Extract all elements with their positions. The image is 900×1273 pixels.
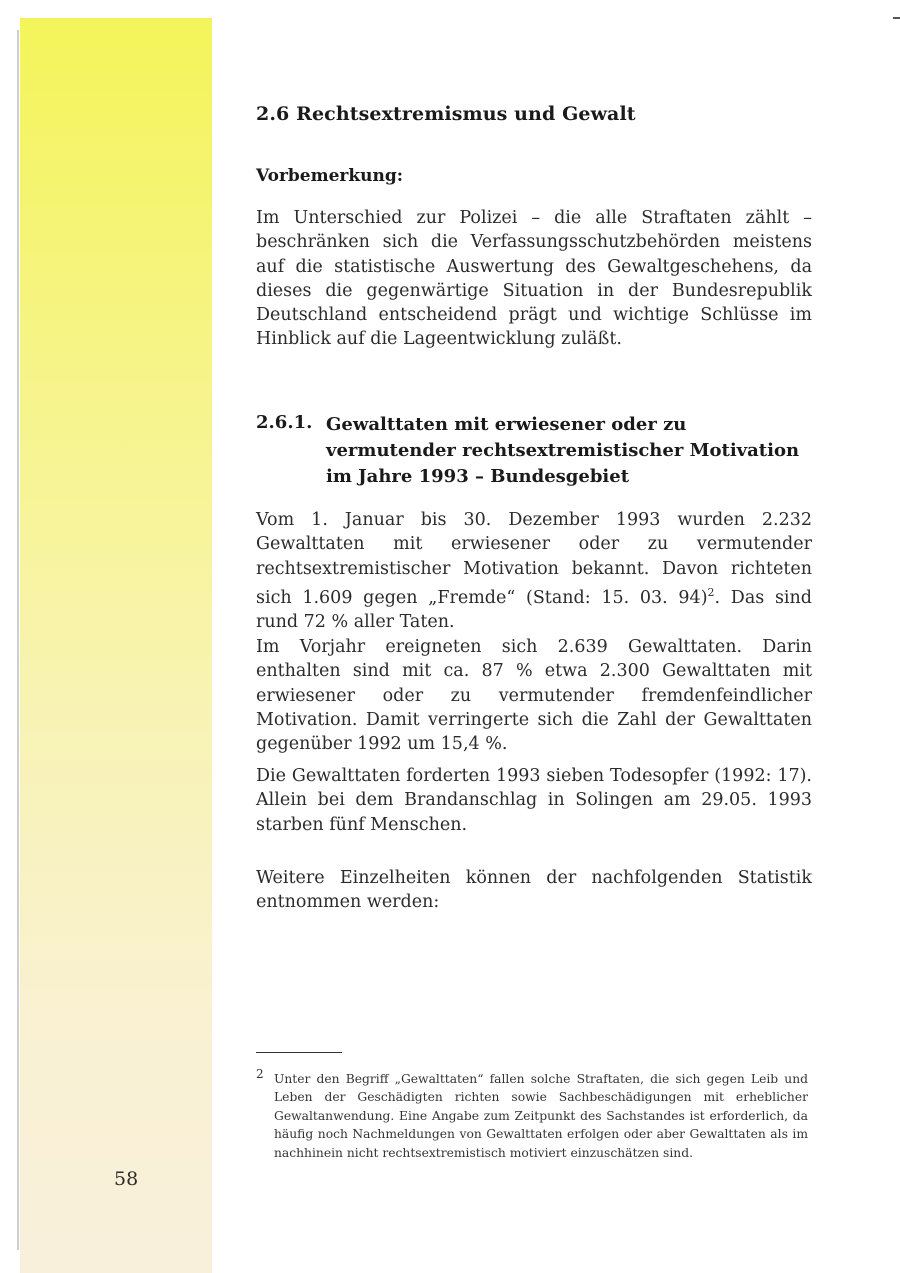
footnote-text: Unter den Begriff „Gewalttaten“ fallen solche Straftaten, die sich gegen Leib und Leben der Geschädigten richten sowie Sachbeschädigungen mit erheblicher Gewaltanwendung. Eine Angabe zum Zeitpunkt des Sachstandes ist erforderlich, da häufig noch Nachmeldungen von Gewalttaten erfolgen oder aber Gewalttaten als im nachhinein nicht rechtsextremistisch motiviert einzuschätzen sind.	[274, 1072, 808, 1160]
scan-edge-line	[17, 30, 19, 1250]
footnote-marker: 2	[256, 1067, 264, 1081]
paragraph-1-text: Vom 1. Januar bis 30. Dezember 1993 wurden 2.232 Gewalttaten mit erwiesener oder zu vermutender rechtsextremistischer Motivation bekannt. Davon richteten sich 1.609 gegen „Fremde“ (Stand: 15. 03. 94)	[256, 510, 812, 608]
page-number: 58	[114, 1168, 139, 1190]
paragraph-1	[256, 508, 812, 634]
chapter-heading: 2.6 Rechtsextremismus und Gewalt	[256, 103, 636, 125]
scan-corner-mark	[893, 17, 900, 19]
intro-paragraph: Im Unterschied zur Polizei – die alle Straftaten zählt – beschränken sich die Verfassungsschutzbehörden meistens auf die statistische Auswertung des Gewaltgeschehens, da dieses die gegenwärtige Situation in der Bundesrepublik Deutschland entscheidend prägt und wichtige Schlüsse im Hinblick auf die Lageentwicklung zuläßt.	[256, 208, 812, 350]
footnote-divider	[256, 1052, 342, 1053]
section-number: 2.6.1.	[256, 412, 313, 433]
paragraph-2: Im Vorjahr ereigneten sich 2.639 Gewalttaten. Darin enthalten sind mit ca. 87 % etwa 2.300 Gewalttaten mit erwiesener oder zu vermutender fremdenfeindlicher Motivation. Damit verringerte sich die Zahl der Gewalttaten gegenüber 1992 um 15,4 %.	[256, 637, 812, 755]
preliminary-remark-heading: Vorbemerkung:	[256, 166, 404, 186]
paragraph-4: Weitere Einzelheiten können der nachfolgenden Statistik entnommen werden:	[256, 868, 812, 913]
yellow-margin-band	[20, 18, 212, 1273]
section-title: Gewalttaten mit erwiesener oder zu vermutender rechtsextremistischer Motivation im Jahre 1993 – Bundesgebiet	[326, 414, 800, 487]
footnote-reference: 2	[707, 585, 715, 599]
paragraph-3: Die Gewalttaten forderten 1993 sieben Todesopfer (1992: 17). Allein bei dem Brandanschlag in Solingen am 29.05. 1993 starben fünf Menschen.	[256, 766, 812, 835]
paragraph-1-text-end: . Das sind rund 72 % aller Taten.	[256, 587, 813, 633]
